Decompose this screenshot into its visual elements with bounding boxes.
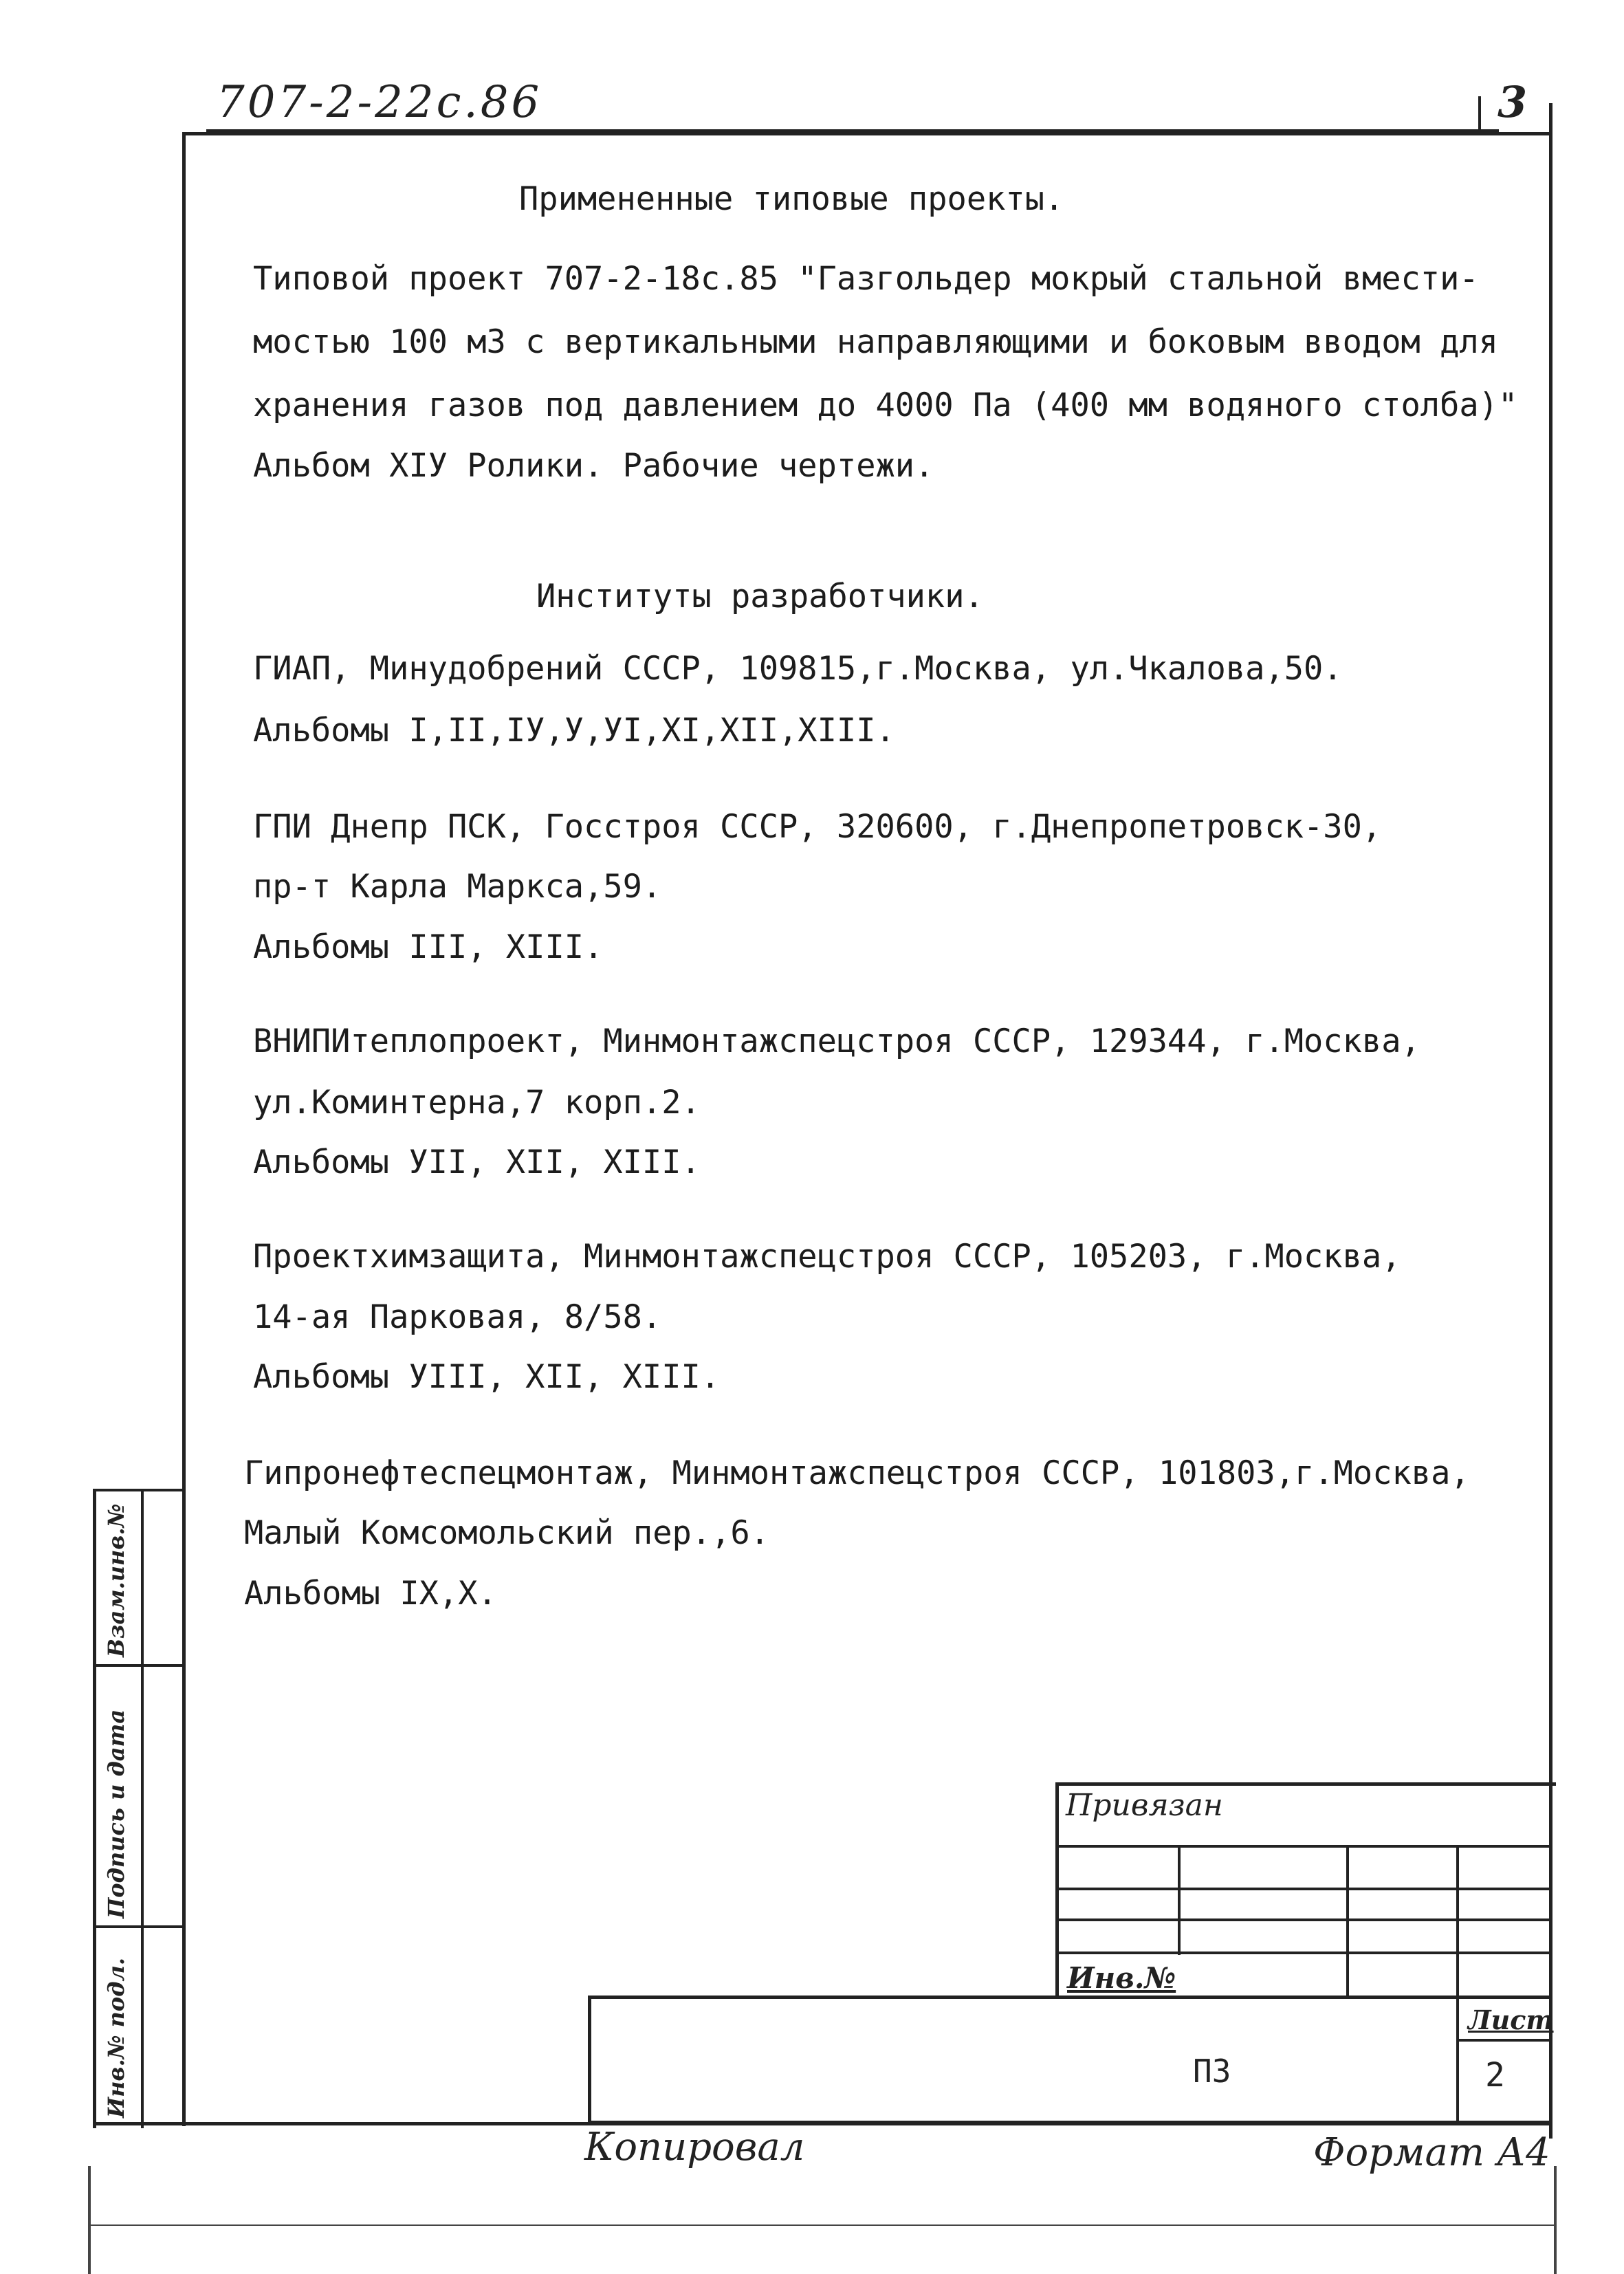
binding-strip-divider xyxy=(93,1925,186,1928)
title-stamp xyxy=(588,1996,1552,2124)
stamp-grid-line xyxy=(1346,1845,1349,1996)
institute-1-line-1: ГИАП, Минудобрений СССР, 109815,г.Москва, ул.Чкалова,50. xyxy=(253,650,1343,688)
stamp-grid-line xyxy=(1055,1888,1552,1890)
page-bottom-right-tick xyxy=(1554,2166,1557,2274)
stamp-grid-line xyxy=(1456,1845,1459,1996)
sheet-caption: Лист xyxy=(1468,2004,1554,2035)
institute-1-line-2: Альбомы I,II,IУ,У,УI,XI,XII,XIII. xyxy=(253,712,895,750)
institute-4-line-2: 14-ая Парковая, 8/58. xyxy=(253,1298,662,1336)
page-bottom-rule xyxy=(89,2224,1554,2226)
institute-5-line-2: Малый Комсомольский пер.,6. xyxy=(244,1514,770,1552)
copied-by-label: Копировал xyxy=(584,2125,805,2169)
inv-number-label: Инв.№ xyxy=(1067,1961,1176,1995)
institute-4-line-3: Альбомы УIII, XII, XIII. xyxy=(253,1358,721,1396)
institute-2-line-3: Альбомы III, XIII. xyxy=(253,928,604,966)
page-bottom-left-tick xyxy=(88,2166,91,2274)
binding-strip-top-line xyxy=(93,1489,186,1491)
strip-label-replaced-inv: Взам.инв.№ xyxy=(103,1503,129,1657)
project-line-3: хранения газов под давлением до 4000 Па (400 мм водяного столба)" xyxy=(253,386,1518,424)
document-type-code: ПЗ xyxy=(1193,2053,1231,2090)
stamp-grid-line xyxy=(1055,1952,1552,1954)
institute-5-line-1: Гипронефтеспецмонтаж, Минмонтажспецстроя СССР, 101803,г.Москва, xyxy=(244,1454,1470,1492)
section-title-institutes: Институты разработчики. xyxy=(536,578,984,615)
strip-label-original-inv: Инв.№ подл. xyxy=(103,1957,129,2118)
project-line-2: мостью 100 м3 с вертикальными направляющими и боковым вводом для xyxy=(253,323,1498,361)
stamp-sheet-caption-line xyxy=(1456,2039,1552,2042)
format-label: Формат А4 xyxy=(1313,2130,1550,2175)
project-line-4: Альбом XIУ Ролики. Рабочие чертежи. xyxy=(253,447,934,485)
binding-strip-divider xyxy=(93,1664,186,1667)
institute-2-line-1: ГПИ Днепр ПСК, Госстроя СССР, 320600, г.Днепропетровск-30, xyxy=(253,808,1382,846)
section-title-projects: Примененные типовые проекты. xyxy=(519,180,1064,218)
page-sheet-number: 3 xyxy=(1497,77,1528,127)
institute-3-line-2: ул.Коминтерна,7 корп.2. xyxy=(253,1084,701,1122)
stamp-grid-line xyxy=(1055,1918,1552,1921)
sheet-value: 2 xyxy=(1485,2056,1505,2095)
document-code: 707-2-22с.86 xyxy=(217,77,542,128)
institute-2-line-2: пр-т Карла Маркса,59. xyxy=(253,868,662,906)
stamp-grid-line xyxy=(1178,1845,1181,1955)
privyazan-label: Привязан xyxy=(1066,1788,1223,1823)
binding-strip-label-line xyxy=(141,1489,144,2128)
frame-top-border xyxy=(184,132,1552,135)
project-line-1: Типовой проект 707-2-18с.85 "Газгольдер мокрый стальной вмести- xyxy=(253,260,1479,298)
institute-3-line-1: ВНИПИтеплопроект, Минмонтажспецстроя СССР, 129344, г.Москва, xyxy=(253,1023,1420,1060)
strip-label-signature-date: Подпись и дата xyxy=(103,1709,129,1918)
sheet-number-divider xyxy=(1478,96,1481,134)
stamp-grid-line xyxy=(1055,1845,1552,1848)
frame-left-border xyxy=(182,132,186,2126)
stamp-sheet-divider xyxy=(1456,1996,1459,2124)
institute-3-line-3: Альбомы УII, XII, XIII. xyxy=(253,1144,701,1181)
institute-4-line-1: Проектхимзащита, Минмонтажспецстроя СССР, 105203, г.Москва, xyxy=(253,1238,1401,1276)
institute-5-line-3: Альбомы IX,X. xyxy=(244,1575,497,1612)
